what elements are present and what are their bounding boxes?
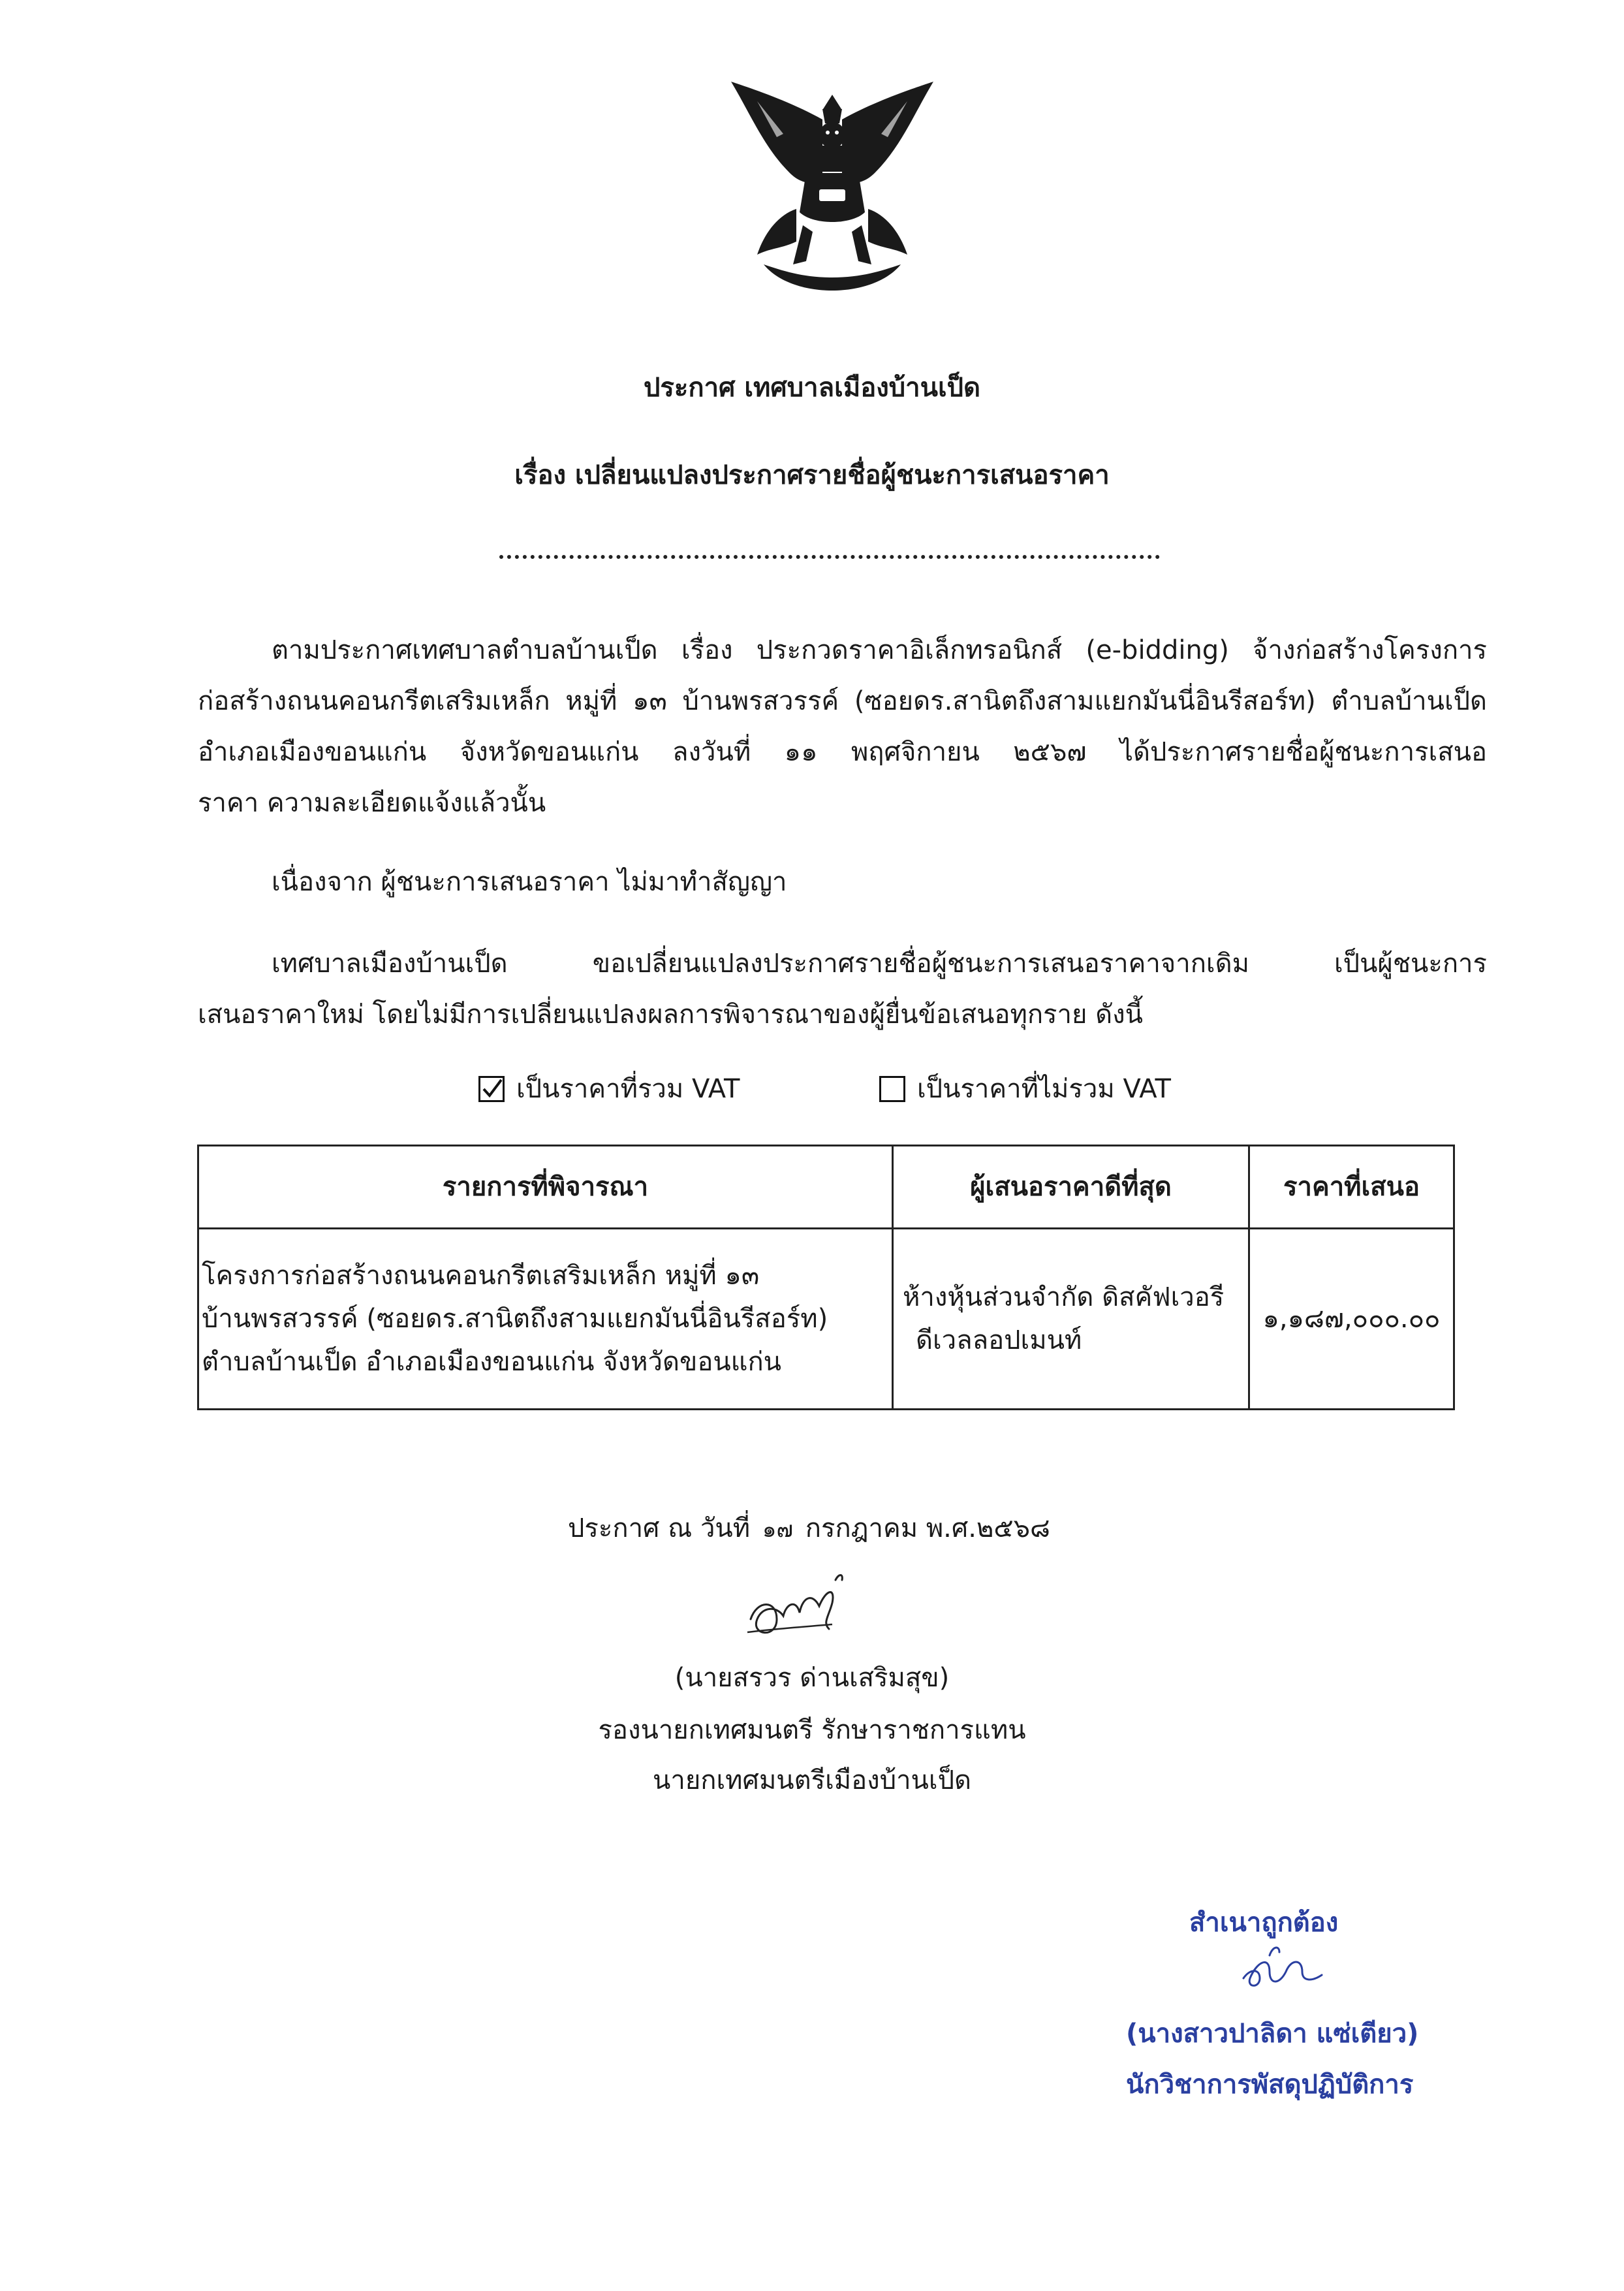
paragraph-2: เนื่องจาก ผู้ชนะการเสนอราคา ไม่มาทำสัญญา [272,867,787,897]
certifier-signature [1237,1942,1354,1995]
announcement-subject: เรื่อง เปลี่ยนแปลงประกาศรายชื่อผู้ชนะการเสนอราคา [514,460,1110,490]
signer-title-2: นายกเทศมนตรีเมืองบ้านเป็ด [653,1765,971,1795]
checked-checkbox-icon [478,1076,505,1102]
garuda-emblem-icon [725,75,940,297]
signer-name: (นายสรวร ด่านเสริมสุข) [674,1663,950,1693]
paragraph-1-line-4: ราคา ความละเอียดแจ้งแล้วนั้น [198,788,546,818]
price-cell: ๑,๑๘๗,๐๐๐.๐๐ [1249,1229,1454,1410]
paragraph-1-line-3: อำเภอเมืองขอนแก่น จังหวัดขอนแก่น ลงวันที่ ๑๑ พฤศจิกายน ๒๕๖๗ ได้ประกาศรายชื่อผู้ชนะการเสนอ [198,737,1487,767]
header-item: รายการที่พิจารณา [198,1146,893,1229]
announcement-date [568,1506,1050,1553]
bidder-line-1: ห้างหุ้นส่วนจำกัด ดิสคัฟเวอรี [903,1282,1225,1312]
header-bidder: ผู้เสนอราคาดีที่สุด [893,1146,1249,1229]
table-header-row [198,1146,1454,1229]
award-table [197,1145,1455,1410]
date-day: ๑๗ [762,1517,794,1543]
header-price: ราคาที่เสนอ [1249,1146,1454,1229]
item-line-3: ตำบลบ้านเป็ด อำเภอเมืองขอนแก่น จังหวัดขอนแก่น [202,1347,782,1377]
date-prefix: ประกาศ ณ วันที่ [568,1513,751,1543]
bidder-cell [893,1229,1249,1410]
vat-excluded-option [879,1071,1171,1107]
bidder-line-2: ดีเวลลอปเมนท์ [916,1325,1082,1355]
signer-signature [738,1560,855,1652]
paragraph-3-line-2: เสนอราคาใหม่ โดยไม่มีการเปลี่ยนแปลงผลการพิจารณาของผู้ยื่นข้อเสนอทุกราย ดังนี้ [198,1000,1143,1030]
table-row [198,1229,1454,1410]
item-line-1: โครงการก่อสร้างถนนคอนกรีตเสริมเหล็ก หมู่ที่ ๑๓ [202,1261,760,1291]
signer-title-1: รองนายกเทศมนตรี รักษาราชการแทน [598,1715,1026,1745]
item-line-2: บ้านพรสวรรค์ (ซอยดร.สานิตถึงสามแยกมันนี่อินรีสอร์ท) [202,1304,828,1334]
paragraph-1-line-1: ตามประกาศเทศบาลตำบลบ้านเป็ด เรื่อง ประกวดราคาอิเล็กทรอนิกส์ (e-bidding) จ้างก่อสร้างโครงการ [272,635,1487,665]
unchecked-checkbox-icon [879,1076,905,1102]
item-cell [198,1229,893,1410]
paragraph-1-line-2: ก่อสร้างถนนคอนกรีตเสริมเหล็ก หมู่ที่ ๑๓ บ้านพรสวรรค์ (ซอยดร.สานิตถึงสามแยกมันนี่อินรีสอร์ท) ตำบลบ้านเป็ด [198,686,1487,716]
vat-excluded-label: เป็นราคาที่ไม่รวม VAT [917,1074,1171,1104]
announcement-title: ประกาศ เทศบาลเมืองบ้านเป็ด [644,373,980,403]
date-rest: กรกฎาคม พ.ศ.๒๕๖๘ [805,1513,1050,1543]
certifier-name: (นางสาวปาลิดา แซ่เตียว) [1126,2019,1419,2049]
certified-copy-heading: สำเนาถูกต้อง [1189,1908,1339,1938]
paragraph-3-line-1: เทศบาลเมืองบ้านเป็ด ขอเปลี่ยนแปลงประกาศรายชื่อผู้ชนะการเสนอราคาจากเดิม เป็นผู้ชนะการ [272,949,1487,979]
certifier-position: นักวิชาการพัสดุปฏิบัติการ [1126,2070,1414,2100]
vat-included-label: เป็นราคาที่รวม VAT [516,1074,740,1104]
title-separator [499,555,1160,559]
vat-included-option [478,1071,740,1107]
